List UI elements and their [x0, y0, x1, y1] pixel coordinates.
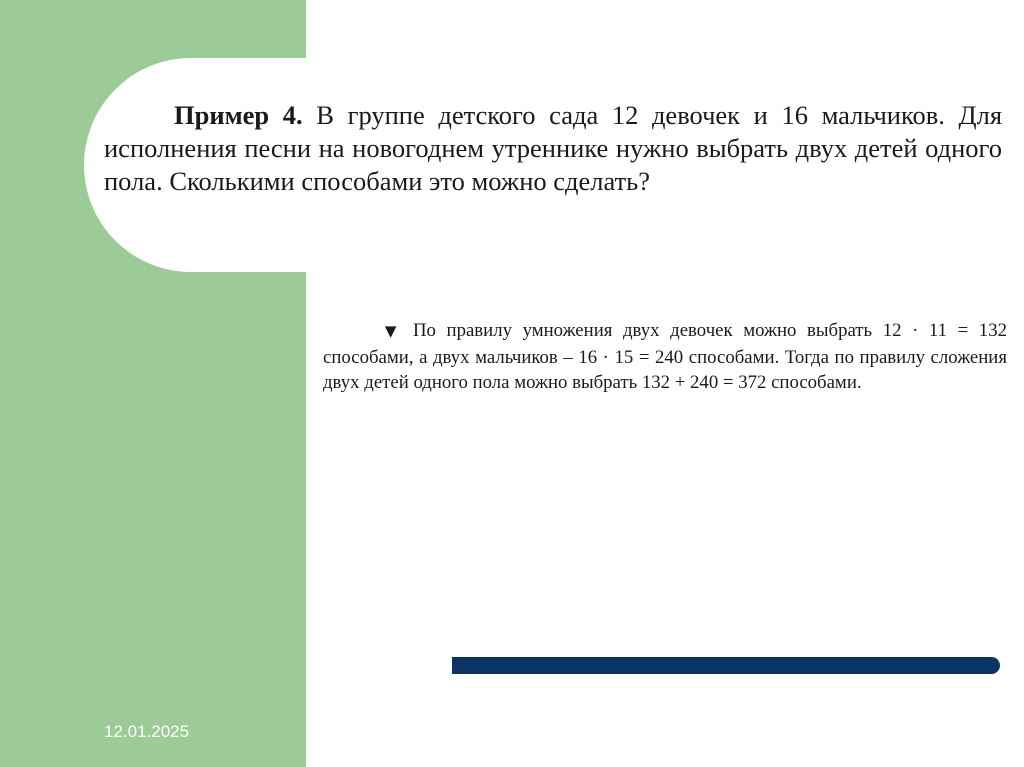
solution-part-3: способами. Тогда по правилу сложения двух детей одного пола можно выбрать	[323, 346, 1007, 393]
expression-sum: 132 + 240 = 372	[641, 372, 767, 393]
solution-part-4: способами.	[766, 372, 862, 393]
expression-boys: 16 · 15 = 240	[578, 346, 684, 368]
expression-girls: 12 · 11 = 132	[882, 320, 1007, 341]
solution-part-1: По правилу умножения двух девочек можно выбрать	[402, 320, 883, 341]
slide-date: 12.01.2025	[104, 722, 190, 741]
example-label: Пример 4.	[174, 100, 303, 130]
decorative-bar	[452, 657, 1000, 674]
problem-text: В группе детского сада 12 девочек и 16 мальчиков. Для исполнения песни на новогоднем утреннике нужно выбрать двух детей одного пола. Сколькими способами это можно сделать?	[104, 100, 1003, 196]
problem-statement	[104, 99, 1002, 198]
triangle-down-icon: ▼	[379, 322, 403, 340]
solution-part-2: способами, а двух мальчиков –	[323, 346, 579, 368]
solution-text	[323, 318, 1007, 396]
